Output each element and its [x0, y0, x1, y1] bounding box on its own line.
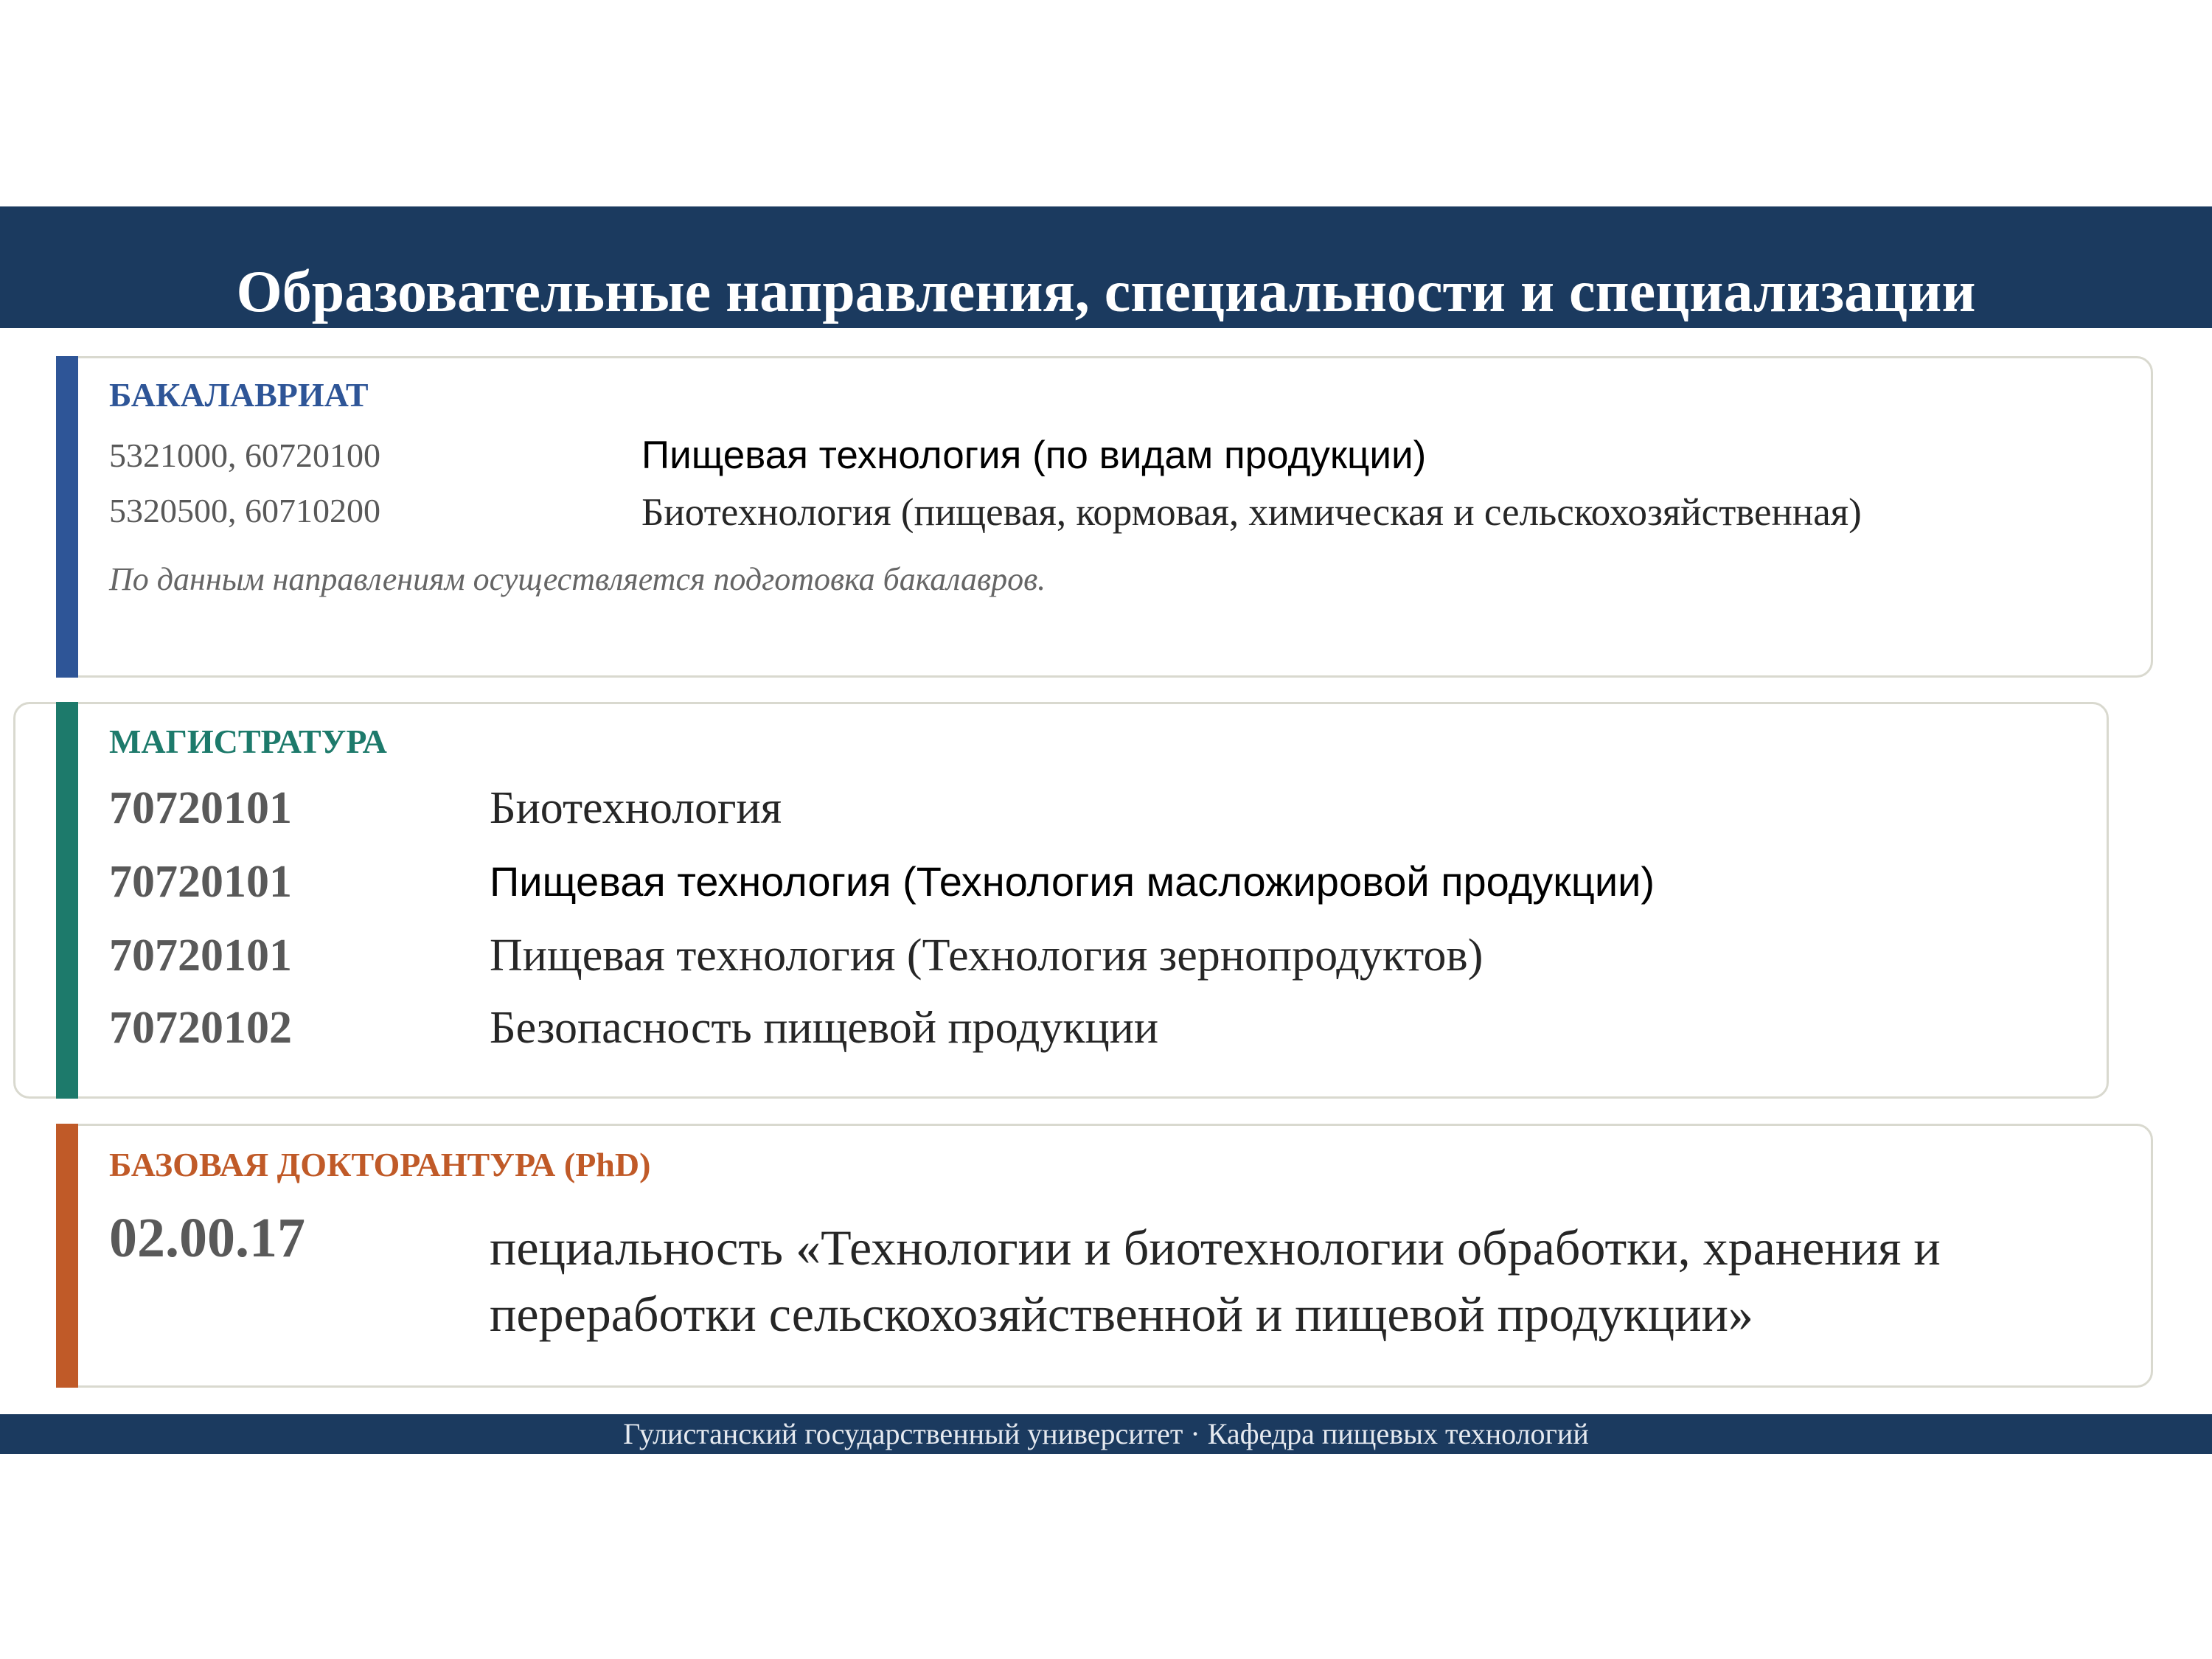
bachelor-note: По данным направлениям осуществляется подготовка бакалавров.: [109, 561, 1046, 597]
phd-accent-bar: [56, 1124, 78, 1388]
master-row-code: 70720101: [109, 783, 292, 833]
page-title: Образовательные направления, специальности и специализации: [236, 260, 1976, 324]
footer-text: Гулистанский государственный университет · Кафедра пищевых технологий: [623, 1417, 1589, 1450]
master-row-name: Пищевая технология (Технология масложировой продукции): [490, 858, 1655, 905]
master-row-code: 70720101: [109, 857, 292, 907]
phd-section-title: БАЗОВАЯ ДОКТОРАНТУРА (PhD): [109, 1146, 651, 1183]
master-accent-bar: [56, 702, 78, 1099]
bachelor-accent-bar: [56, 356, 78, 678]
master-row-code: 70720101: [109, 931, 292, 981]
master-row-name: Безопасность пищевой продукции: [490, 1003, 1159, 1053]
bachelor-row-name: Биотехнология (пищевая, кормовая, химическая и сельскохозяйственная): [641, 491, 1862, 534]
bachelor-row-name: Пищевая технология (по видам продукции): [641, 434, 1427, 477]
master-row-name: Биотехнология: [490, 783, 782, 833]
bachelor-row-code: 5320500, 60710200: [109, 492, 380, 529]
master-section-title: МАГИСТРАТУРА: [109, 723, 387, 760]
phd-specialty-line-2: переработки сельскохозяйственной и пищевой продукции»: [490, 1286, 1753, 1342]
bachelor-row-code: 5321000, 60720100: [109, 437, 380, 474]
phd-code: 02.00.17: [109, 1207, 305, 1269]
bachelor-section-title: БАКАЛАВРИАТ: [109, 376, 369, 414]
master-row-code: 70720102: [109, 1003, 292, 1053]
master-row-name: Пищевая технология (Технология зернопродуктов): [490, 931, 1484, 981]
phd-specialty-line-1: пециальность «Технологии и биотехнологии обработки, хранения и: [490, 1220, 1941, 1276]
